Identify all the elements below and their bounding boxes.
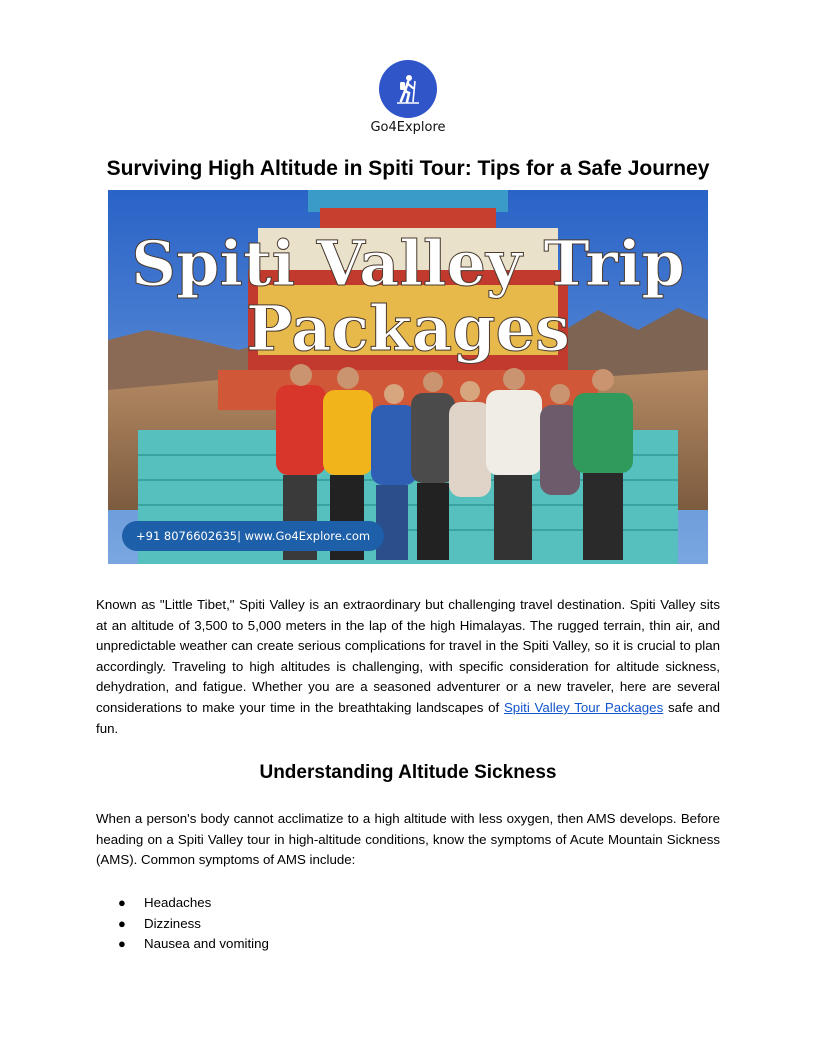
brand-logo [379,60,437,118]
bullet-icon: ● [118,915,126,931]
hero-headline-line1: Spiti Valley Trip [131,227,685,300]
intro-text: Known as "Little Tibet," Spiti Valley is an extraordinary but challenging travel destination. Spiti Valley sits at an altitude of 3,500 to 5,000 meters in the lap of the high Himalayas. The rugged terrain, thin air, and unpredictable weather can create serious complications for travel in the Spiti Valley, so it is crucial to plan accordingly. Traveling to high altitudes is challenging, with specific consideration for altitude sickness, dehydration, and fatigue. Whether you are a seasoned adventurer or a new traveler, here are several considerations to make your time in the breathtaking landscapes of [96,597,720,715]
list-item: ● Headaches [96,893,269,914]
hero-image [108,190,708,564]
list-item: ● Nausea and vomiting [96,934,269,955]
hiker-icon [391,72,425,106]
brand-name: Go4Explore [370,120,446,135]
page-title: Surviving High Altitude in Spiti Tour: Tips for a Safe Journey [106,157,710,180]
bullet-icon: ● [118,936,126,952]
bullet-icon: ● [118,895,126,910]
hero-contact-badge: +91 8076602635| www.Go4Explore.com [122,521,384,551]
spiti-tour-packages-link[interactable]: Spiti Valley Tour Packages [503,699,664,715]
intro-paragraph [96,595,720,739]
section-heading-altitude-sickness: Understanding Altitude Sickness [259,762,557,783]
symptoms-list [96,893,269,955]
list-item: ● Dizziness [96,914,269,935]
intro-text-end: safe and fun. [96,699,720,736]
hero-headline-line2: Packages [246,292,570,365]
altitude-sickness-paragraph: When a person's body cannot acclimatize to a high altitude with less oxygen, then AMS develops. Before heading on a Spiti Valley tour in high-altitude conditions, know the symptoms of Acute Mountain Sickness (AMS). Common symptoms of AMS include: [96,811,720,868]
